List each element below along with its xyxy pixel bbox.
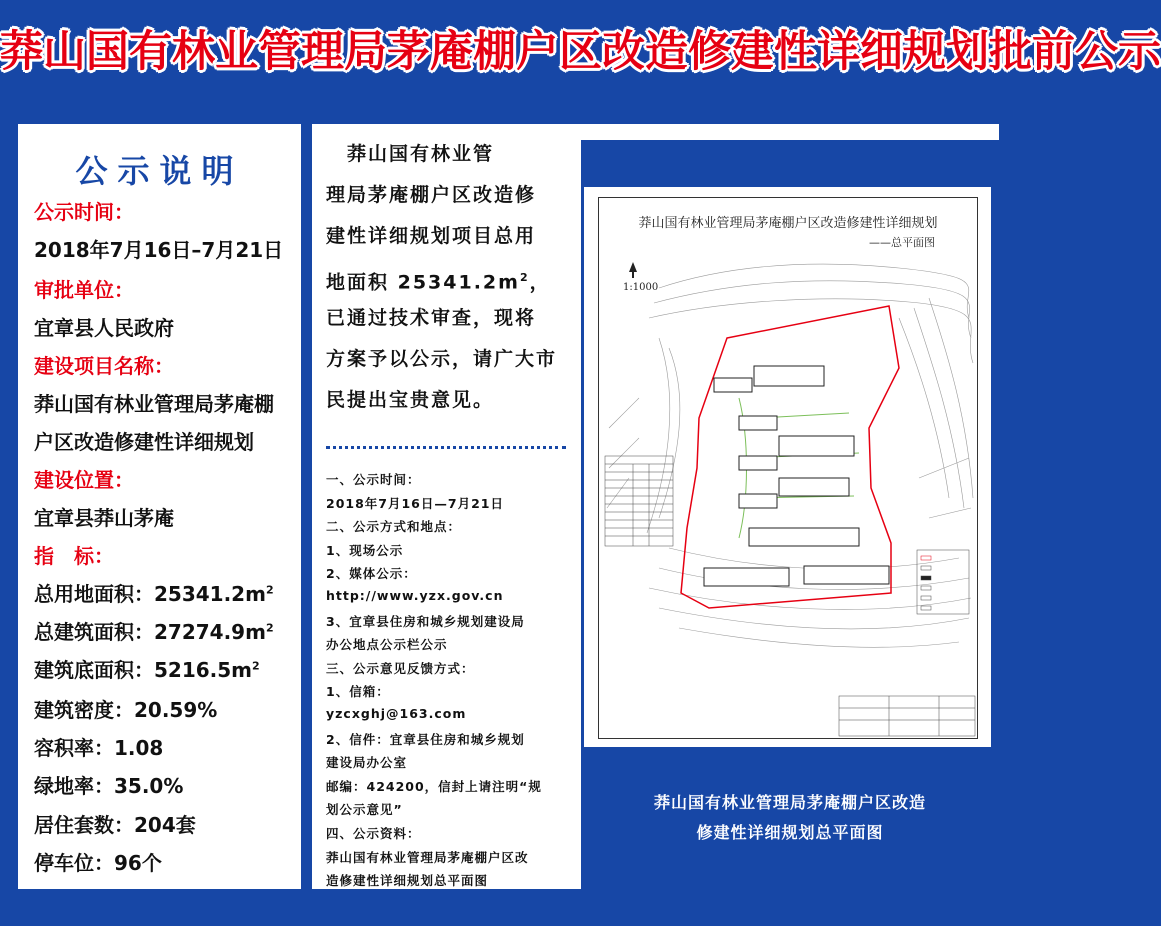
announcement-line: 方案予以公示，请广大市 bbox=[326, 348, 558, 370]
map-subtitle: ——总平面图 bbox=[869, 236, 935, 249]
total-building-area: 总建筑面积：$27274.9m^2$ bbox=[34, 620, 274, 644]
project-label: 建设项目名称： bbox=[34, 354, 174, 378]
announcement-line: 莽山国有林业管 bbox=[326, 143, 495, 165]
map-scale: 1:1000 bbox=[623, 282, 659, 293]
site-plan-frame bbox=[598, 197, 978, 739]
title-block bbox=[839, 696, 975, 736]
site-plan-drawing bbox=[599, 198, 977, 738]
details-line: 1、现场公示 bbox=[326, 542, 404, 558]
statistics-table bbox=[605, 456, 673, 546]
dotted-divider bbox=[326, 446, 566, 449]
building-base-area: 建筑底面积：$5216.5m^2$ bbox=[34, 658, 260, 682]
details-line: 建设局办公室 bbox=[326, 755, 408, 771]
details-line: 2、媒体公示： bbox=[326, 566, 417, 582]
total-land-area: 总用地面积：$25341.2m^2$ bbox=[34, 582, 274, 606]
plan-caption bbox=[581, 788, 999, 848]
floor-area-ratio: 容积率：1.08 bbox=[34, 736, 164, 760]
details-line: 造修建性详细规划总平面图 bbox=[326, 873, 489, 889]
details-line: yzcxghj@163.com bbox=[326, 706, 467, 721]
details-line: 一、公示时间： bbox=[326, 472, 421, 487]
parking-spaces: 停车位：96个 bbox=[34, 851, 162, 875]
details-line: 2018年7月16日—7月21日 bbox=[326, 495, 504, 511]
details-line: 三、公示意见反馈方式： bbox=[326, 660, 475, 676]
details-line: 1、信箱： bbox=[326, 684, 390, 700]
location-label: 建设位置： bbox=[34, 468, 134, 492]
north-arrow-icon bbox=[629, 262, 637, 278]
map-title: 莽山国有林业管理局茅庵棚户区改造修建性详细规划 bbox=[638, 216, 938, 231]
buildings bbox=[704, 366, 889, 586]
announcement-line: 地面积 $25341.2m^2$， bbox=[326, 271, 551, 294]
details-line: 四、公示资料： bbox=[326, 826, 421, 841]
index-label: 指 标： bbox=[34, 544, 114, 568]
project-value-line2: 户区改造修建性详细规划 bbox=[34, 430, 254, 454]
announcement-line: 建性详细规划项目总用 bbox=[326, 225, 537, 247]
details-line: 3、宜章县住房和城乡规划建设局 bbox=[326, 613, 525, 629]
announcement-panel bbox=[312, 124, 581, 889]
green-ratio: 绿地率：35.0% bbox=[34, 774, 184, 798]
site-plan-map bbox=[584, 187, 991, 747]
announcement-line: 已通过技术审查，现将 bbox=[326, 307, 537, 329]
time-label: 公示时间： bbox=[34, 200, 134, 224]
notice-heading: 公示说明 bbox=[75, 152, 244, 190]
details-line: 2、信件：宜章县住房和城乡规划 bbox=[326, 731, 525, 747]
building-density: 建筑密度：20.59% bbox=[34, 698, 218, 722]
project-value-line1: 莽山国有林业管理局茅庵棚 bbox=[34, 392, 274, 416]
plan-caption-line1: 莽山国有林业管理局茅庵棚户区改造 bbox=[653, 793, 926, 812]
plan-caption-line2: 修建性详细规划总平面图 bbox=[696, 823, 884, 842]
details-line: 邮编：424200，信封上请注明“规 bbox=[326, 778, 542, 794]
announcement-line: 理局茅庵棚户区改造修 bbox=[326, 184, 537, 206]
announcement-line: 民提出宝贵意见。 bbox=[326, 389, 495, 411]
page-title: 莽山国有林业管理局茅庵棚户区改造修建性详细规划批前公示 bbox=[0, 27, 1161, 77]
site-boundary bbox=[681, 306, 899, 608]
details-line: http://www.yzx.gov.cn bbox=[326, 588, 504, 603]
details-line: 办公地点公示栏公示 bbox=[326, 637, 448, 653]
approver-label: 审批单位： bbox=[34, 278, 134, 302]
notice-description-panel bbox=[18, 124, 301, 889]
time-value: 2018年7月16日–7月21日 bbox=[34, 238, 284, 262]
details-line: 划公示意见” bbox=[326, 802, 403, 818]
details-line: 莽山国有林业管理局茅庵棚户区改 bbox=[326, 849, 529, 865]
details-line: 二、公示方式和地点： bbox=[326, 519, 462, 535]
location-value: 宜章县莽山茅庵 bbox=[34, 506, 174, 530]
approver-value: 宜章县人民政府 bbox=[34, 316, 174, 340]
residential-units: 居住套数：204套 bbox=[34, 813, 196, 837]
